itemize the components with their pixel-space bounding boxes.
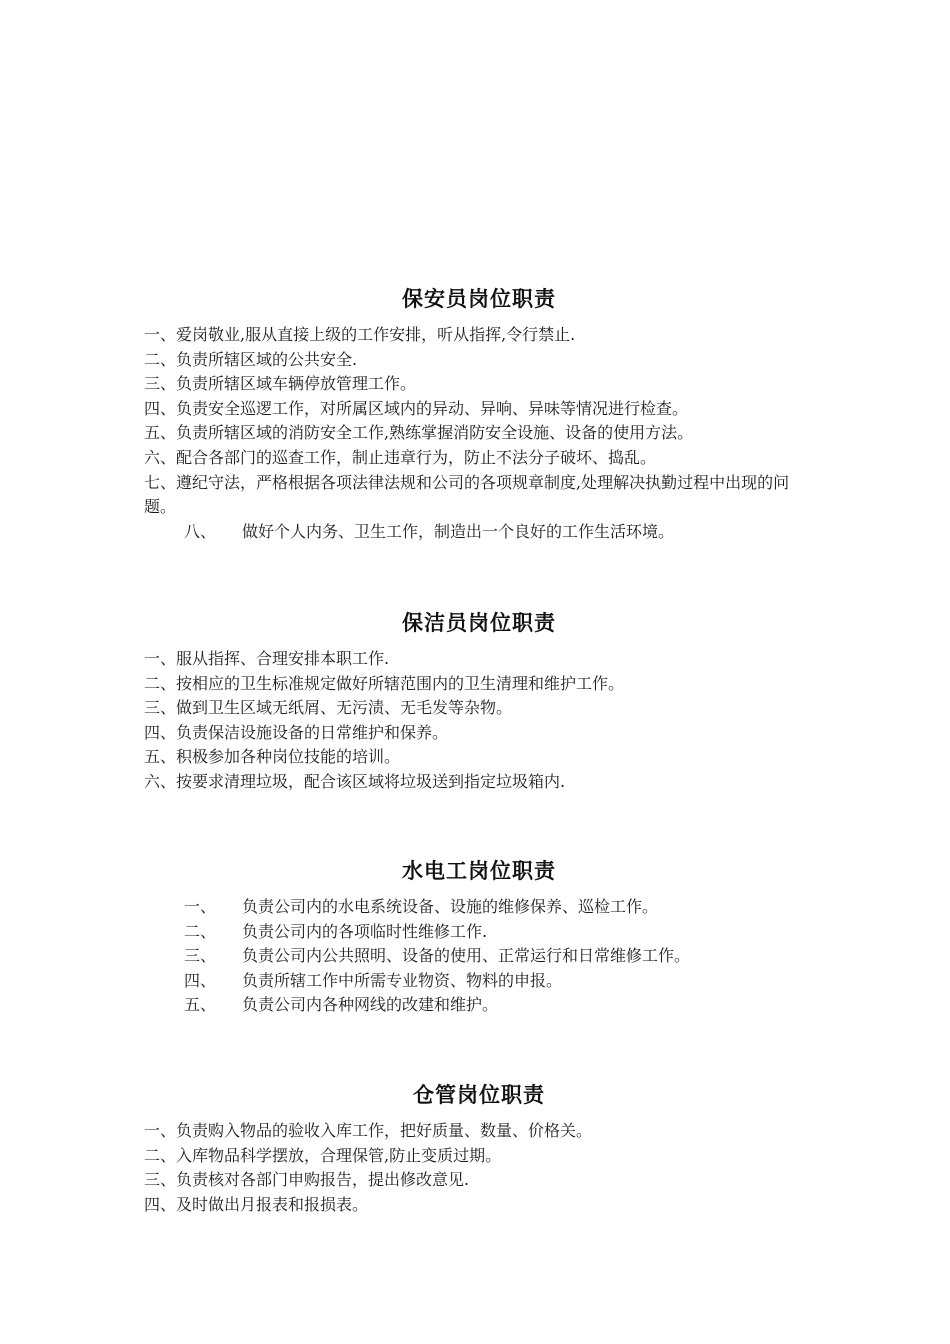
duty-text: 做好个人内务、卫生工作，制造出一个良好的工作生活环境。 bbox=[242, 521, 675, 541]
duty-line: 二、按相应的卫生标准规定做好所辖范围内的卫生清理和维护工作。 bbox=[144, 673, 625, 693]
section-title: 保洁员岗位职责 bbox=[402, 611, 556, 635]
section-cleaner bbox=[144, 609, 814, 795]
duty-text: 负责所辖工作中所需专业物资、物料的申报。 bbox=[242, 970, 563, 990]
section-title: 保安员岗位职责 bbox=[402, 287, 556, 311]
duty-number: 一、 bbox=[184, 897, 217, 916]
duty-line: 四、负责安全巡逻工作，对所属区域内的异动、异响、异味等情况进行检查。 bbox=[144, 398, 689, 418]
duty-text: 负责公司内各种网线的改建和维护。 bbox=[242, 995, 499, 1015]
duty-line-indented bbox=[144, 895, 814, 920]
section-title: 水电工岗位职责 bbox=[402, 859, 556, 883]
duty-number: 三、 bbox=[184, 946, 217, 966]
duty-number: 八、 bbox=[184, 521, 217, 541]
duty-line: 一、负责购入物品的验收入库工作，把好质量、数量、价格关。 bbox=[144, 1121, 593, 1140]
duty-line: 六、配合各部门的巡查工作，制止违章行为，防止不法分子破坏、捣乱。 bbox=[144, 447, 657, 467]
duty-line-indented bbox=[144, 920, 814, 945]
duty-line: 四、负责保洁设施设备的日常维护和保养。 bbox=[144, 722, 449, 742]
duty-line: 六、按要求清理垃圾，配合该区域将垃圾送到指定垃圾箱内. bbox=[144, 771, 566, 791]
duty-text: 负责公司内的水电系统设备、设施的维修保养、巡检工作。 bbox=[242, 897, 659, 916]
duty-line: 五、负责所辖区域的消防安全工作,熟练掌握消防安全设施、设备的使用方法。 bbox=[144, 423, 694, 443]
section-security-guard bbox=[144, 285, 814, 544]
duty-line: 七、遵纪守法，严格根据各项法律法规和公司的各项规章制度,处理解决执勤过程中出现的问题。 bbox=[144, 472, 790, 517]
duty-number: 二、 bbox=[184, 921, 217, 941]
duty-line: 二、入库物品科学摆放，合理保管,防止变质过期。 bbox=[144, 1145, 502, 1165]
duty-line: 一、爱岗敬业,服从直接上级的工作安排，听从指挥,令行禁止. bbox=[144, 325, 576, 344]
duty-number: 五、 bbox=[184, 995, 217, 1015]
duty-line-indented bbox=[144, 969, 814, 994]
duty-line-indented bbox=[144, 993, 814, 1018]
duty-text: 负责公司内的各项临时性维修工作. bbox=[242, 921, 488, 941]
duty-line: 四、及时做出月报表和报损表。 bbox=[144, 1194, 369, 1214]
section-title: 仓管岗位职责 bbox=[413, 1083, 545, 1107]
duty-line: 五、积极参加各种岗位技能的培训。 bbox=[144, 747, 401, 767]
duty-line: 三、负责核对各部门申购报告，提出修改意见. bbox=[144, 1170, 470, 1190]
duty-line: 三、做到卫生区域无纸屑、无污渍、无毛发等杂物。 bbox=[144, 698, 513, 718]
duty-line: 三、负责所辖区域车辆停放管理工作。 bbox=[144, 374, 417, 394]
duty-line: 一、服从指挥、合理安排本职工作. bbox=[144, 649, 390, 668]
duty-line-indented bbox=[144, 520, 814, 545]
section-electrician bbox=[144, 857, 814, 1018]
duty-line: 二、负责所辖区域的公共安全. bbox=[144, 349, 358, 369]
duty-number: 四、 bbox=[184, 970, 217, 990]
section-warehouse-keeper bbox=[144, 1081, 814, 1217]
duty-line-indented bbox=[144, 944, 814, 969]
duty-text: 负责公司内公共照明、设备的使用、正常运行和日常维修工作。 bbox=[242, 946, 691, 966]
